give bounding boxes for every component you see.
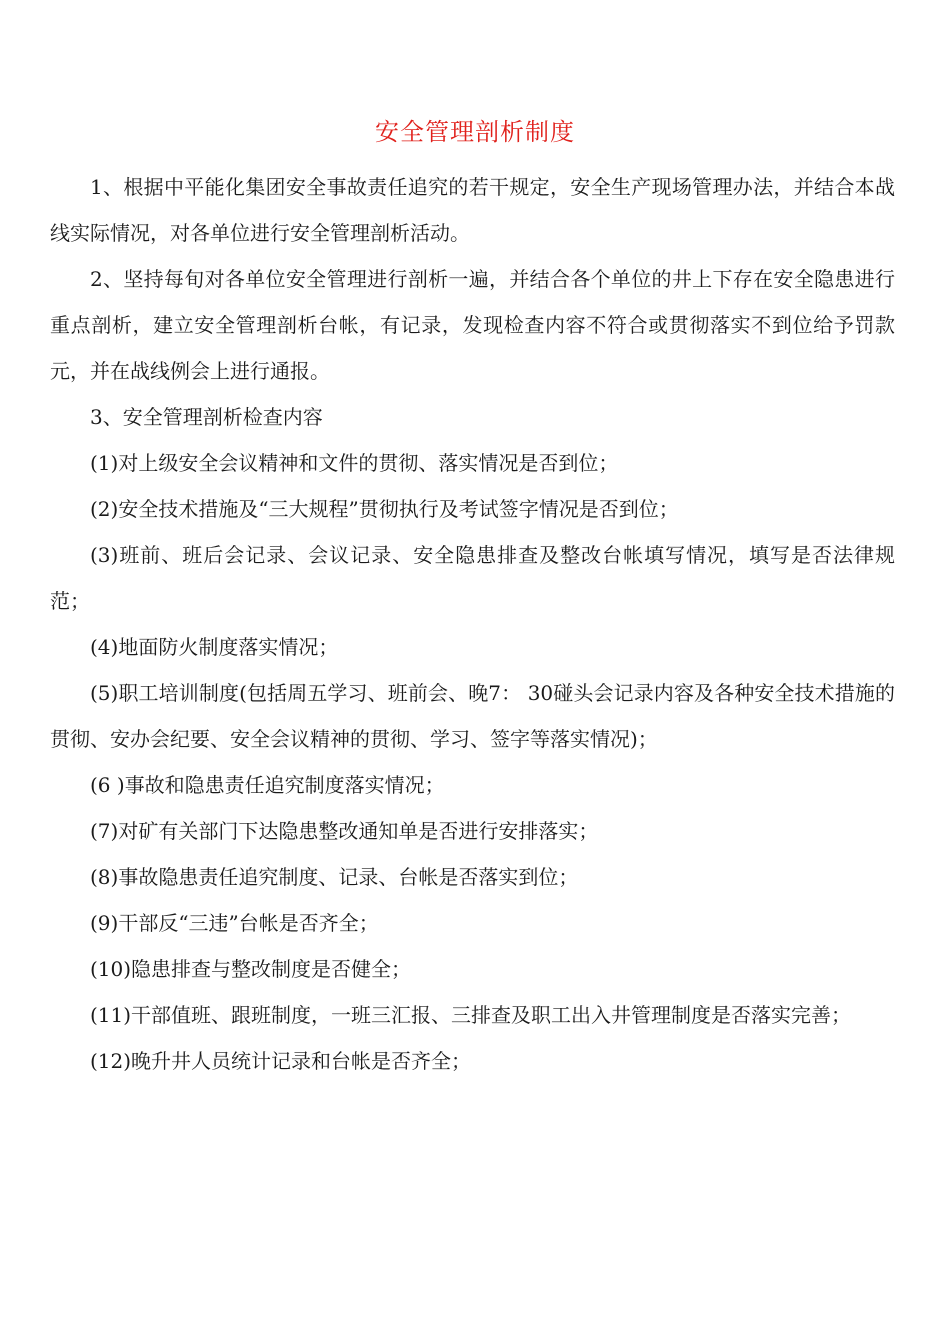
check-item-7: (7)对矿有关部门下达隐患整改通知单是否进行安排落实； [90,819,599,843]
check-item-9: (9)干部反“三违”台帐是否齐全； [90,911,379,935]
check-item-6: (6 )事故和隐患责任追究制度落实情况； [90,773,445,797]
check-item-1: (1)对上级安全会议精神和文件的贯彻、落实情况是否到位； [90,451,619,475]
paragraph-1: 1、根据中平能化集团安全事故责任追究的若干规定，安全生产现场管理办法，并结合本战线实际情况，对各单位进行安全管理剖析活动。 [50,175,895,245]
document-body [50,164,895,1084]
check-item-12: (12)晚升井人员统计记录和台帐是否齐全； [90,1049,472,1073]
check-item-8: (8)事故隐患责任追究制度、记录、台帐是否落实到位； [90,865,579,889]
check-item-11: (11)干部值班、跟班制度，一班三汇报、三排查及职工出入井管理制度是否落实完善； [90,1003,852,1027]
check-item-4: (4)地面防火制度落实情况； [90,635,339,659]
document-title: 安全管理剖析制度 [375,118,575,146]
check-item-2: (2)安全技术措施及“三大规程”贯彻执行及考试签字情况是否到位； [90,497,679,521]
paragraph-2: 2、坚持每旬对各单位安全管理进行剖析一遍，并结合各个单位的井上下存在安全隐患进行重点剖析，建立安全管理剖析台帐，有记录，发现检查内容不符合或贯彻落实不到位给予罚款 元，并在战线例会上进行通报。 [50,267,895,383]
check-item-5: (5)职工培训制度(包括周五学习、班前会、晚7： 30碰头会记录内容及各种安全技术措施的贯彻、安办会纪要、安全会议精神的贯彻、学习、签字等落实情况)； [50,681,895,751]
check-item-3: (3)班前、班后会记录、会议记录、安全隐患排查及整改台帐填写情况，填写是否法律规范； [50,543,895,613]
section-heading-3: 3、安全管理剖析检查内容 [90,405,323,429]
check-item-10: (10)隐患排查与整改制度是否健全； [90,957,412,981]
